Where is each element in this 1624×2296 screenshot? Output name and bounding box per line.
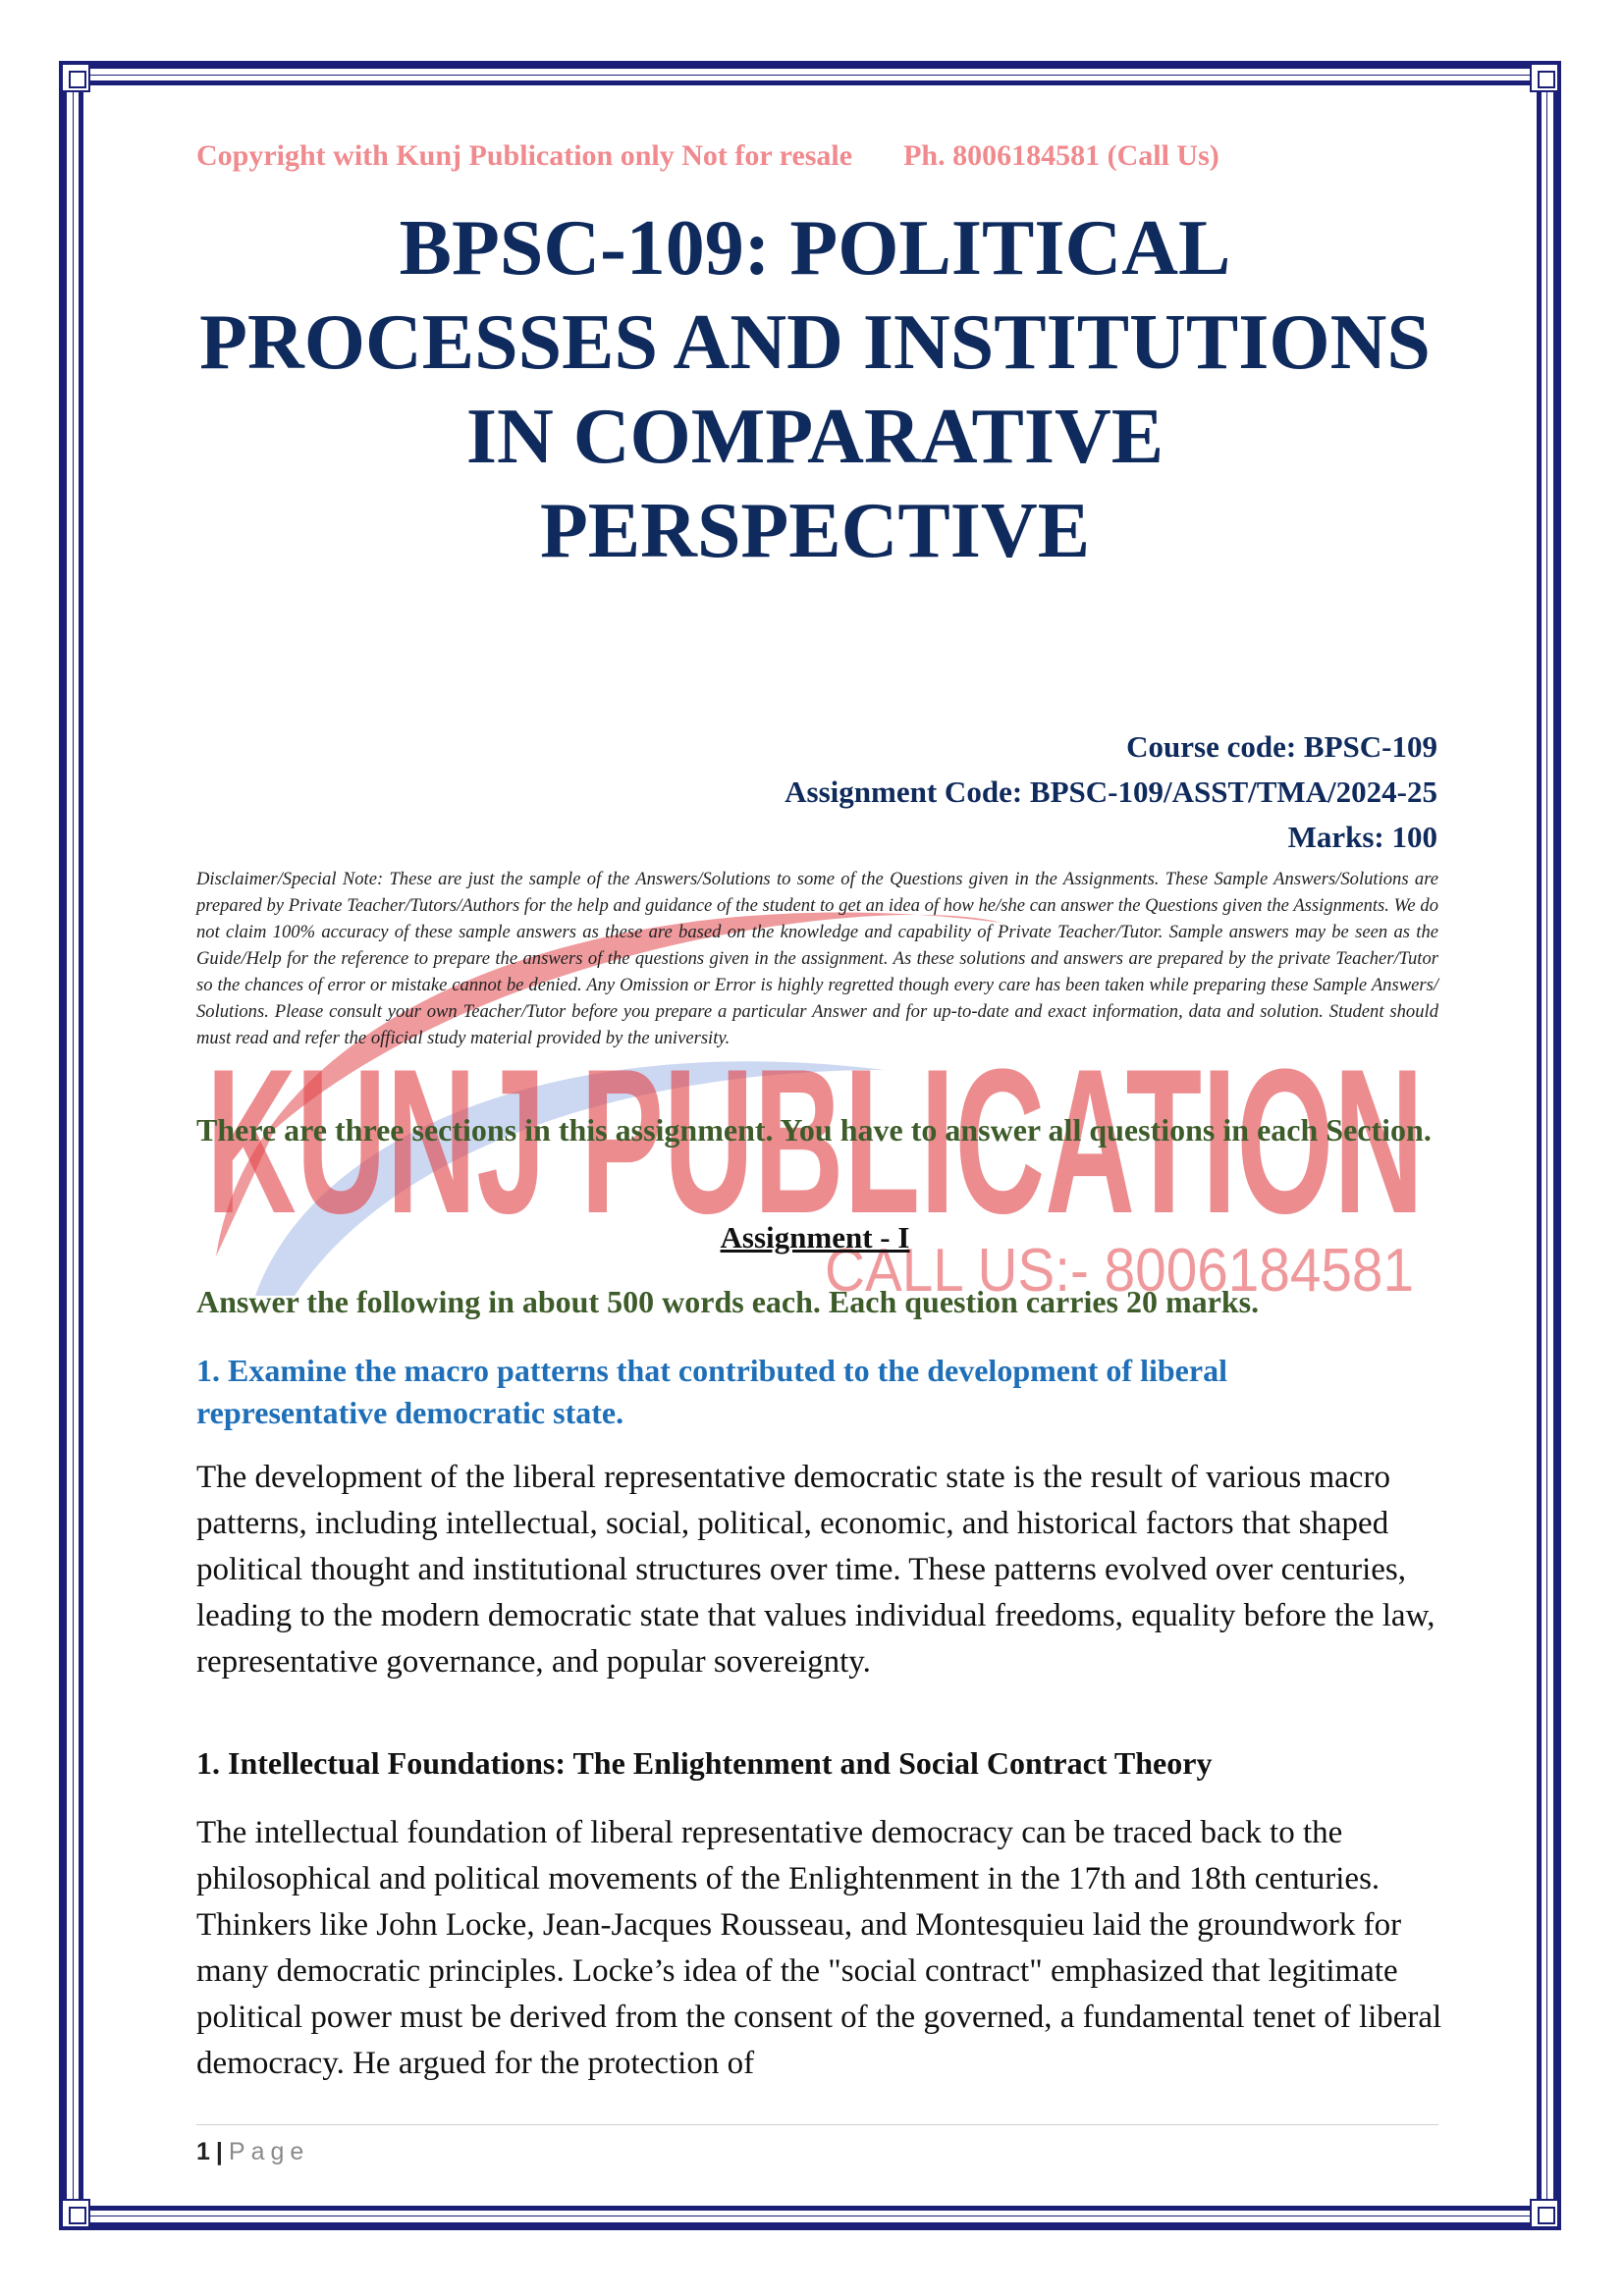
footer-divider [196, 2124, 1438, 2125]
answer-paragraph-2: The intellectual foundation of liberal representative democracy can be traced back to the philosophical and political movements of the Enlightenment in the 17th and 18th centuries. Thinkers like John Locke, Jean-Jacques Rousseau, and Montesquieu laid the groundwork for many democratic principles. Locke’s idea of the "social contract" emphasized that legitimate political power must be derived from the consent of the governed, a fundamental tenet of liberal democracy. He argued for the protection of [196, 1815, 1442, 2081]
disclaimer-note: Disclaimer/Special Note: These are just the sample of the Answers/Solutions to some of the Questions given in the Assignments. These Sample Answers/Solutions are prepared by Private Teacher/Tutors/Authors for the help and guidance of the student to get an idea of how he/she can answer the Questions given the Assignments. We do not claim 100% accuracy of these sample answers as these are based on the knowledge and capability of Private Teacher/Tutor. Sample answers may be seen as the Guide/Help for the reference to prepare the answers of the questions given in the assignment. As these solutions and answers are prepared by the private Teacher/Tutor so the chances of error or mistake cannot be denied. Any Omission or Error is highly regretted though every care has been taken while preparing these Sample Answers/ Solutions. Please consult your own Teacher/Tutor before you prepare a particular Answer and for up-to-date and exact information, data and solution. Student should must read and refer the official study material provided by the university. [196, 869, 1438, 1048]
page-footer [196, 2138, 309, 2166]
footer-separator: | [215, 2138, 223, 2165]
corner-ornament-bottom-right [1530, 2199, 1559, 2228]
answer-paragraph-1: The development of the liberal representative democratic state is the result of various macro patterns, including intellectual, social, political, economic, and historical factors that shaped political thought and institutional structures over time. These patterns evolved over centuries, leading to the modern democratic state that values individual freedoms, equality before the law, representative governance, and popular sovereignty. [196, 1460, 1435, 1680]
assignment-code: Assignment Code: BPSC-109/ASST/TMA/2024-25 [785, 774, 1437, 809]
copyright-notice: Copyright with Kunj Publication only Not for resale [196, 139, 853, 172]
marks: Marks: 100 [1287, 820, 1437, 854]
course-code: Course code: BPSC-109 [1126, 729, 1437, 764]
copyright-header [196, 139, 1219, 173]
instructions: Answer the following in about 500 words each. Each question carries 20 marks. [196, 1284, 1260, 1319]
document-title: BPSC-109: POLITICAL PROCESSES AND INSTITUTIONS IN COMPARATIVE PERSPECTIVE [199, 205, 1431, 574]
sections-note: There are three sections in this assignment. You have to answer all questions in each Section. [196, 1112, 1432, 1148]
question-1: 1. Examine the macro patterns that contributed to the development of liberal representative democratic state. [196, 1353, 1227, 1430]
watermark-call: CALL US:- 8006184581 [825, 1237, 1414, 1305]
course-meta [785, 724, 1437, 860]
assignment-heading: Assignment - I [720, 1220, 910, 1255]
page-number: 1 [196, 2138, 210, 2165]
section-subheading: 1. Intellectual Foundations: The Enlightenment and Social Contract Theory [196, 1745, 1213, 1781]
watermark-brand: KUNJ PUBLICATION [206, 1026, 1424, 1256]
corner-ornament-top-right [1530, 63, 1559, 92]
corner-ornament-top-left [61, 63, 90, 92]
corner-ornament-bottom-left [61, 2199, 90, 2228]
phone-number: Ph. 8006184581 (Call Us) [903, 139, 1219, 172]
page-label: Page [228, 2138, 310, 2165]
